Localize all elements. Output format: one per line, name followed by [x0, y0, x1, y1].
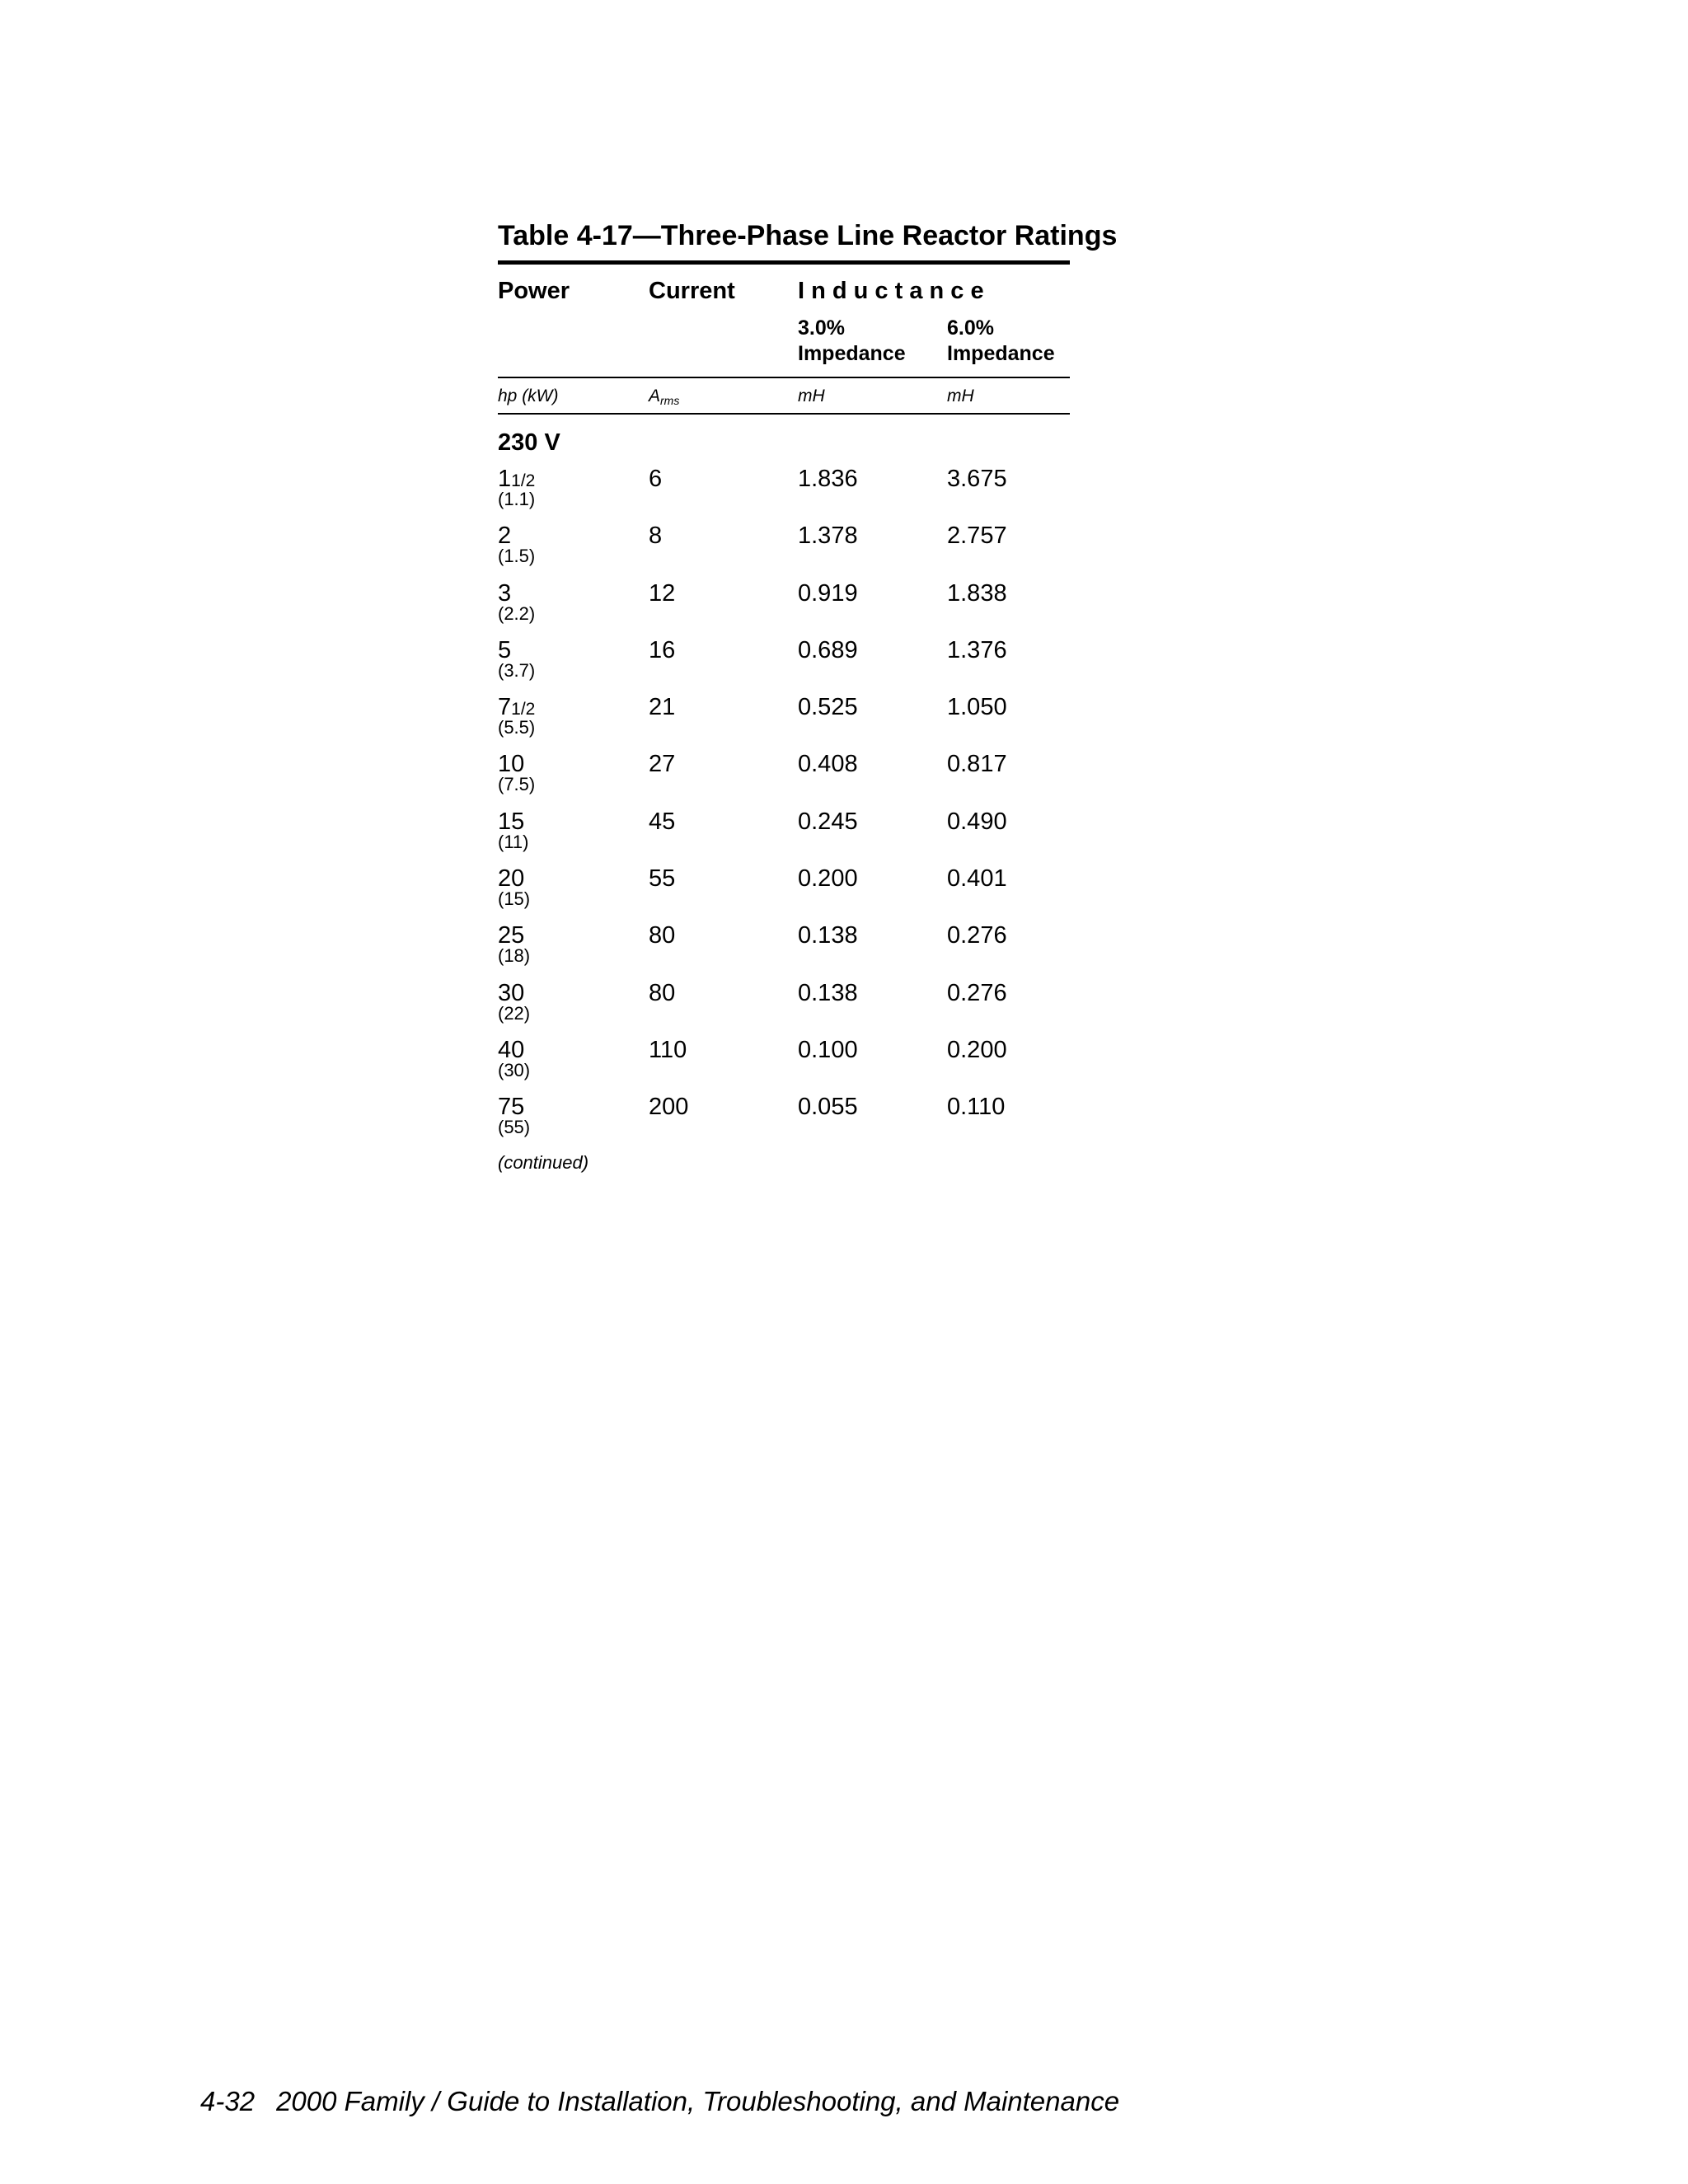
- cell-power-kw: (1.5): [498, 546, 536, 567]
- cell-inductance-3: 0.245: [798, 808, 858, 835]
- cell-power-kw: (15): [498, 888, 531, 910]
- cell-power-kw: (22): [498, 1002, 531, 1024]
- hp-value: 25: [498, 922, 525, 949]
- cell-inductance-6: 0.276: [947, 979, 1007, 1006]
- table-row: [498, 864, 1070, 921]
- hp-value: 15: [498, 808, 525, 835]
- cell-inductance-3: 0.525: [798, 694, 858, 721]
- continued-note: (continued): [498, 1151, 589, 1173]
- table-row: [498, 807, 1070, 864]
- cell-inductance-6: 0.817: [947, 751, 1007, 778]
- cell-current: 8: [649, 523, 663, 550]
- table-row: [498, 921, 1070, 977]
- cell-inductance-3: 0.200: [798, 865, 858, 893]
- footer-text: 2000 Family / Guide to Installation, Troubleshooting, and Maintenance: [276, 2086, 1120, 2116]
- cell-inductance-3: 1.378: [798, 523, 858, 550]
- cell-inductance-6: 0.110: [947, 1094, 1006, 1121]
- cell-current: 80: [649, 922, 676, 949]
- cell-power-kw: (55): [498, 1117, 531, 1138]
- hp-value: 75: [498, 1094, 525, 1121]
- hp-value: 10: [498, 751, 525, 778]
- unit-power: hp (kW): [498, 387, 559, 405]
- cell-inductance-3: 0.055: [798, 1094, 858, 1121]
- cell-inductance-6: 0.401: [947, 865, 1007, 893]
- cell-inductance-6: 1.376: [947, 636, 1007, 663]
- header-impedance-6: 6.0% Impedance: [947, 316, 1055, 365]
- cell-power-kw: (1.1): [498, 489, 536, 509]
- table-row: [498, 464, 1070, 521]
- table-row: [498, 978, 1070, 1035]
- unit-impedance-6: mH: [947, 387, 974, 405]
- cell-current: 55: [649, 865, 676, 893]
- page-number: 4-32: [200, 2086, 256, 2116]
- cell-inductance-6: 2.757: [947, 523, 1007, 550]
- header-impedance-3: 3.0% Impedance: [798, 316, 906, 365]
- cell-inductance-3: 0.919: [798, 579, 858, 607]
- cell-power-kw: (18): [498, 945, 531, 967]
- header-inductance: I n d u c t a n c e: [798, 278, 984, 304]
- unit-current-base: A: [649, 387, 661, 405]
- cell-inductance-6: 1.838: [947, 579, 1007, 607]
- table-row: [498, 692, 1070, 749]
- cell-inductance-3: 0.138: [798, 979, 858, 1006]
- table-title: Table 4-17—Three-Phase Line Reactor Ratings: [498, 220, 1118, 251]
- cell-inductance-3: 0.138: [798, 922, 858, 949]
- table-row: [498, 749, 1070, 806]
- cell-power-kw: (3.7): [498, 659, 536, 681]
- hp-value: 30: [498, 979, 525, 1006]
- cell-inductance-6: 0.200: [947, 1036, 1007, 1063]
- hp-fraction: 1/2: [511, 471, 536, 490]
- cell-inductance-3: 0.408: [798, 751, 858, 778]
- cell-inductance-3: 0.689: [798, 636, 858, 663]
- hp-value: 20: [498, 865, 525, 893]
- hp-value: 2: [498, 523, 512, 550]
- hp-value: 5: [498, 636, 512, 663]
- header-power: Power: [498, 278, 570, 304]
- table-row: [498, 1035, 1070, 1092]
- reactor-ratings-table: [498, 216, 1190, 1174]
- table-row: [498, 521, 1070, 578]
- cell-power-kw: (5.5): [498, 717, 536, 738]
- cell-inductance-3: 0.100: [798, 1036, 858, 1063]
- cell-current: 110: [649, 1036, 687, 1063]
- cell-inductance-3: 1.836: [798, 466, 858, 492]
- header-subrow: [498, 314, 1070, 377]
- cell-current: 27: [649, 751, 676, 778]
- header-row: [498, 265, 1070, 314]
- header-current: Current: [649, 278, 735, 304]
- cell-current: 16: [649, 636, 676, 663]
- hp-fraction: 1/2: [511, 700, 536, 719]
- cell-inductance-6: 1.050: [947, 694, 1007, 721]
- cell-current: 200: [649, 1094, 689, 1121]
- page-footer: [200, 2085, 1119, 2118]
- hp-value: 1: [498, 466, 512, 492]
- hp-value: 3: [498, 579, 512, 607]
- table-body: [498, 464, 1190, 1150]
- section-voltage: 230 V: [498, 429, 560, 456]
- units-rule: [498, 413, 1070, 415]
- cell-current: 6: [649, 466, 663, 492]
- cell-current: 80: [649, 979, 676, 1006]
- cell-current: 45: [649, 808, 676, 835]
- cell-power-kw: (11): [498, 831, 529, 852]
- table-row: [498, 635, 1070, 692]
- cell-current: 21: [649, 694, 676, 721]
- hp-value: 7: [498, 694, 512, 721]
- table-row: [498, 1092, 1070, 1149]
- cell-current: 12: [649, 579, 676, 607]
- unit-current-sub: rms: [660, 394, 680, 407]
- cell-power-kw: (2.2): [498, 602, 536, 624]
- cell-power-kw: (30): [498, 1059, 531, 1080]
- cell-inductance-6: 3.675: [947, 466, 1007, 492]
- units-row: [498, 378, 1070, 413]
- cell-inductance-6: 0.276: [947, 922, 1007, 949]
- cell-inductance-6: 0.490: [947, 808, 1007, 835]
- hp-value: 40: [498, 1036, 525, 1063]
- unit-current: [649, 386, 679, 411]
- unit-impedance-3: mH: [798, 387, 825, 405]
- cell-power-kw: (7.5): [498, 774, 536, 795]
- table-row: [498, 579, 1070, 635]
